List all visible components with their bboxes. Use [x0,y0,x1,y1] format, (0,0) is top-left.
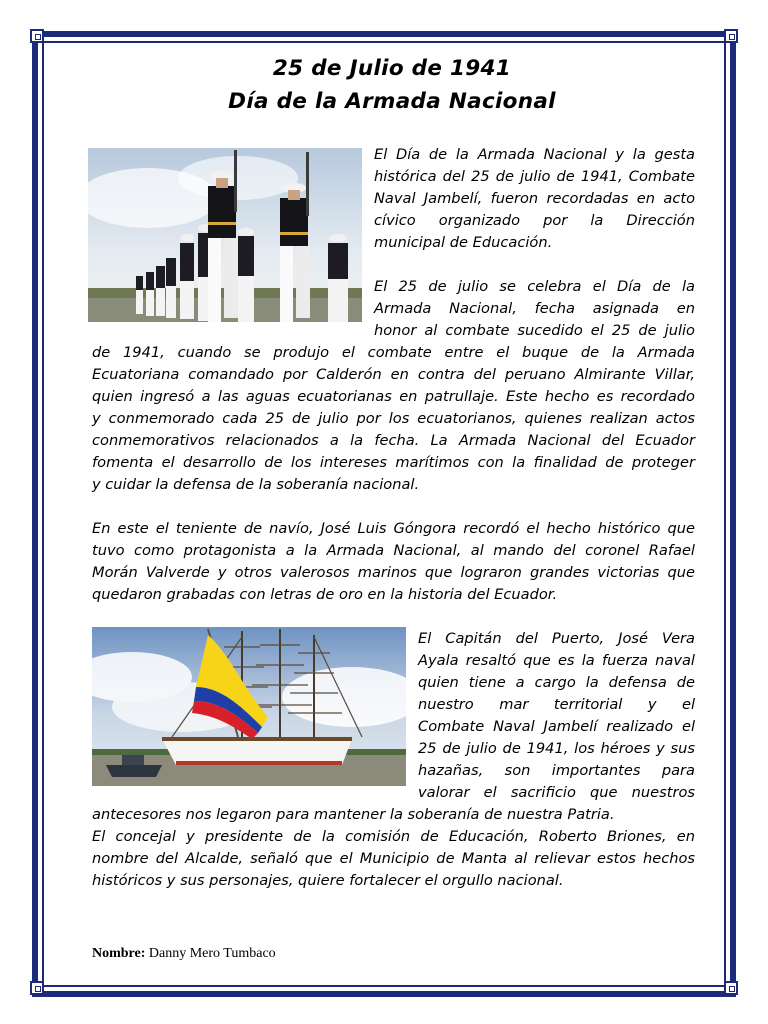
text-line: y cuidar la defensa de la soberanía nacional. [92,476,420,493]
text-line: de 1941, cuando se produjo el combate entre el buque de la Armada [92,344,695,361]
paragraph-celebration [92,342,695,496]
text-line: El Día de la Armada Nacional y la gesta [374,146,695,163]
paragraph-gongora [92,518,695,606]
paragraph-intro [374,144,695,254]
author-label: Nombre: [92,946,146,961]
tall-ship-flag-photo [92,627,406,786]
text-line: En este el teniente de navío, José Luis Góngora recordó el hecho histórico que [92,520,695,537]
text-line: quien tiene a cargo la defensa de [418,674,695,691]
page-title: 25 de Julio de 1941 [272,56,512,81]
page-subtitle: Día de la Armada Nacional [228,89,556,114]
text-line: antecesores nos legaron para mantener la soberanía de nuestra Patria. [92,806,615,823]
text-line: tuvo como protagonista a la Armada Nacional, al mando del coronel Rafael [92,542,695,559]
text-line: cívico organizado por la Dirección [374,212,695,229]
border-corner-ornament [724,29,738,43]
paragraph-captain [92,804,695,826]
paragraph-captain-side [418,628,695,804]
text-line: valorar el sacrificio que nuestros [418,784,695,801]
text-line: quedaron grabadas con letras de oro en la historia del Ecuador. [92,586,558,603]
text-line: hazañas, son importantes para [418,762,695,779]
text-line: 25 de julio de 1941, los héroes y sus [418,740,695,757]
paragraph-councilman [92,826,695,892]
cadets-parade-photo [88,148,362,322]
text-line: Armada Nacional, fecha asignada en [374,300,695,317]
text-line: históricos y sus personajes, quiere fortalecer el orgullo nacional. [92,872,564,889]
paragraph-celebration-side [374,276,695,342]
text-line: Combate Naval Jambelí realizado el [418,718,695,735]
text-line: municipal de Educación. [374,234,553,251]
text-line: fomenta el desarrollo de los intereses marítimos con la finalidad de proteger [92,454,695,471]
border-corner-ornament [724,981,738,995]
author-footer [92,946,276,962]
text-line: honor al combate sucedido el 25 de julio [374,322,695,339]
border-corner-ornament [30,29,44,43]
text-line: y conmemorado cada 25 de julio por los ecuatorianos, quienes realizan actos [92,410,695,427]
text-line: El Capitán del Puerto, José Vera [418,630,695,647]
text-line: conmemorativos relacionados a la fecha. La Armada Nacional del Ecuador [92,432,695,449]
text-line: El concejal y presidente de la comisión de Educación, Roberto Briones, en [92,828,695,845]
text-line: Ayala resaltó que es la fuerza naval [418,652,695,669]
author-name: Danny Mero Tumbaco [148,946,276,961]
text-line: quien ingresó a las aguas ecuatorianas en patrullaje. Este hecho es recordado [92,388,695,405]
text-line: nombre del Alcalde, señaló que el Municipio de Manta al relievar estos hechos [92,850,695,867]
text-line: El 25 de julio se celebra el Día de la [374,278,695,295]
border-corner-ornament [30,981,44,995]
text-line: nuestro mar territorial y el [418,696,695,713]
text-line: histórica del 25 de julio de 1941, Combate [374,168,695,185]
text-line: Ecuatoriana comandado por Calderón en contra del peruano Almirante Villar, [92,366,695,383]
text-line: Naval Jambelí, fueron recordadas en acto [374,190,695,207]
text-line: Morán Valverde y otros valerosos marinos que lograron grandes victorias que [92,564,695,581]
